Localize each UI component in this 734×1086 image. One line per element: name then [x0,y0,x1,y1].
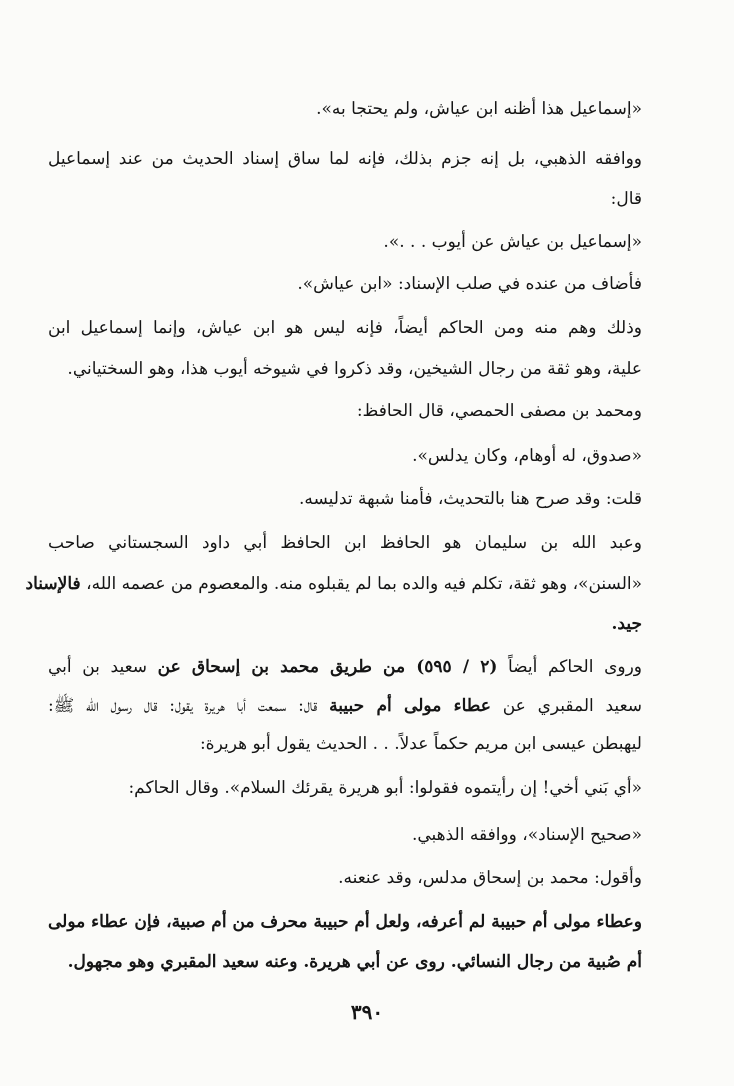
text-line: «أي بَني أخي! إن رأيتموه فقولوا: أبو هريرة يقرئك السلام». وقال الحاكم: [128,778,642,798]
text-line: «السنن»، وهو ثقة، تكلم فيه والده بما لم يقبلوه منه. والمعصوم من عصمه الله، فالإسناد [25,574,642,594]
text-line: أم صُبية من رجال النسائي. روى عن أبي هريرة. وعنه سعيد المقبري وهو مجهول. [67,952,642,972]
text-line: علية، وهو ثقة من رجال الشيخين، وقد ذكروا في شيوخه أيوب هذا، وهو السختياني. [67,359,642,379]
text-line: وروى الحاكم أيضاً (٢ / ٥٩٥) من طريق محمد بن إسحاق عن سعيد بن أبي [48,657,643,677]
text-line: «إسماعيل بن عياش عن أيوب . . .». [383,232,642,252]
text-line: جيد. [611,614,642,634]
text-line: ليهبطن عيسى ابن مريم حكماً عدلاً. . . الحديث يقول أبو هريرة: [199,734,642,754]
text-line: «إسماعيل هذا أظنه ابن عياش، ولم يحتجا به». [316,99,642,119]
text-line: سعيد المقبري عن عطاء مولى أم حبيبة قال: سمعت أبا هريرة يقول: قال رسول الله ﷺ: [48,696,643,716]
text-line: ومحمد بن مصفى الحمصي، قال الحافظ: [356,401,642,421]
text-line: وذلك وهم منه ومن الحاكم أيضاً، فإنه ليس هو ابن عياش، وإنما إسماعيل ابن [48,318,642,338]
page-number: ٣٩٠ [350,1000,384,1024]
text-line: وعطاء مولى أم حبيبة لم أعرفه، ولعل أم حبيبة محرف من أم صبية، فإن عطاء مولى [48,912,642,932]
text-line: فأضاف من عنده في صلب الإسناد: «ابن عياش». [297,274,642,294]
text-line: قال: [610,189,642,209]
text-line: قلت: وقد صرح هنا بالتحديث، فأمنا شبهة تدليسه. [298,489,642,509]
text-line: «صحيح الإسناد»، ووافقه الذهبي. [411,825,642,845]
text-line: وأقول: محمد بن إسحاق مدلس، وقد عنعنه. [338,868,642,888]
text-line: «صدوق، له أوهام، وكان يدلس». [412,446,642,466]
text-line: ووافقه الذهبي، بل إنه جزم بذلك، فإنه لما ساق إسناد الحديث من عند إسماعيل [48,149,643,169]
text-line: وعبد الله بن سليمان هو الحافظ ابن الحافظ أبي داود السجستاني صاحب [48,533,642,553]
